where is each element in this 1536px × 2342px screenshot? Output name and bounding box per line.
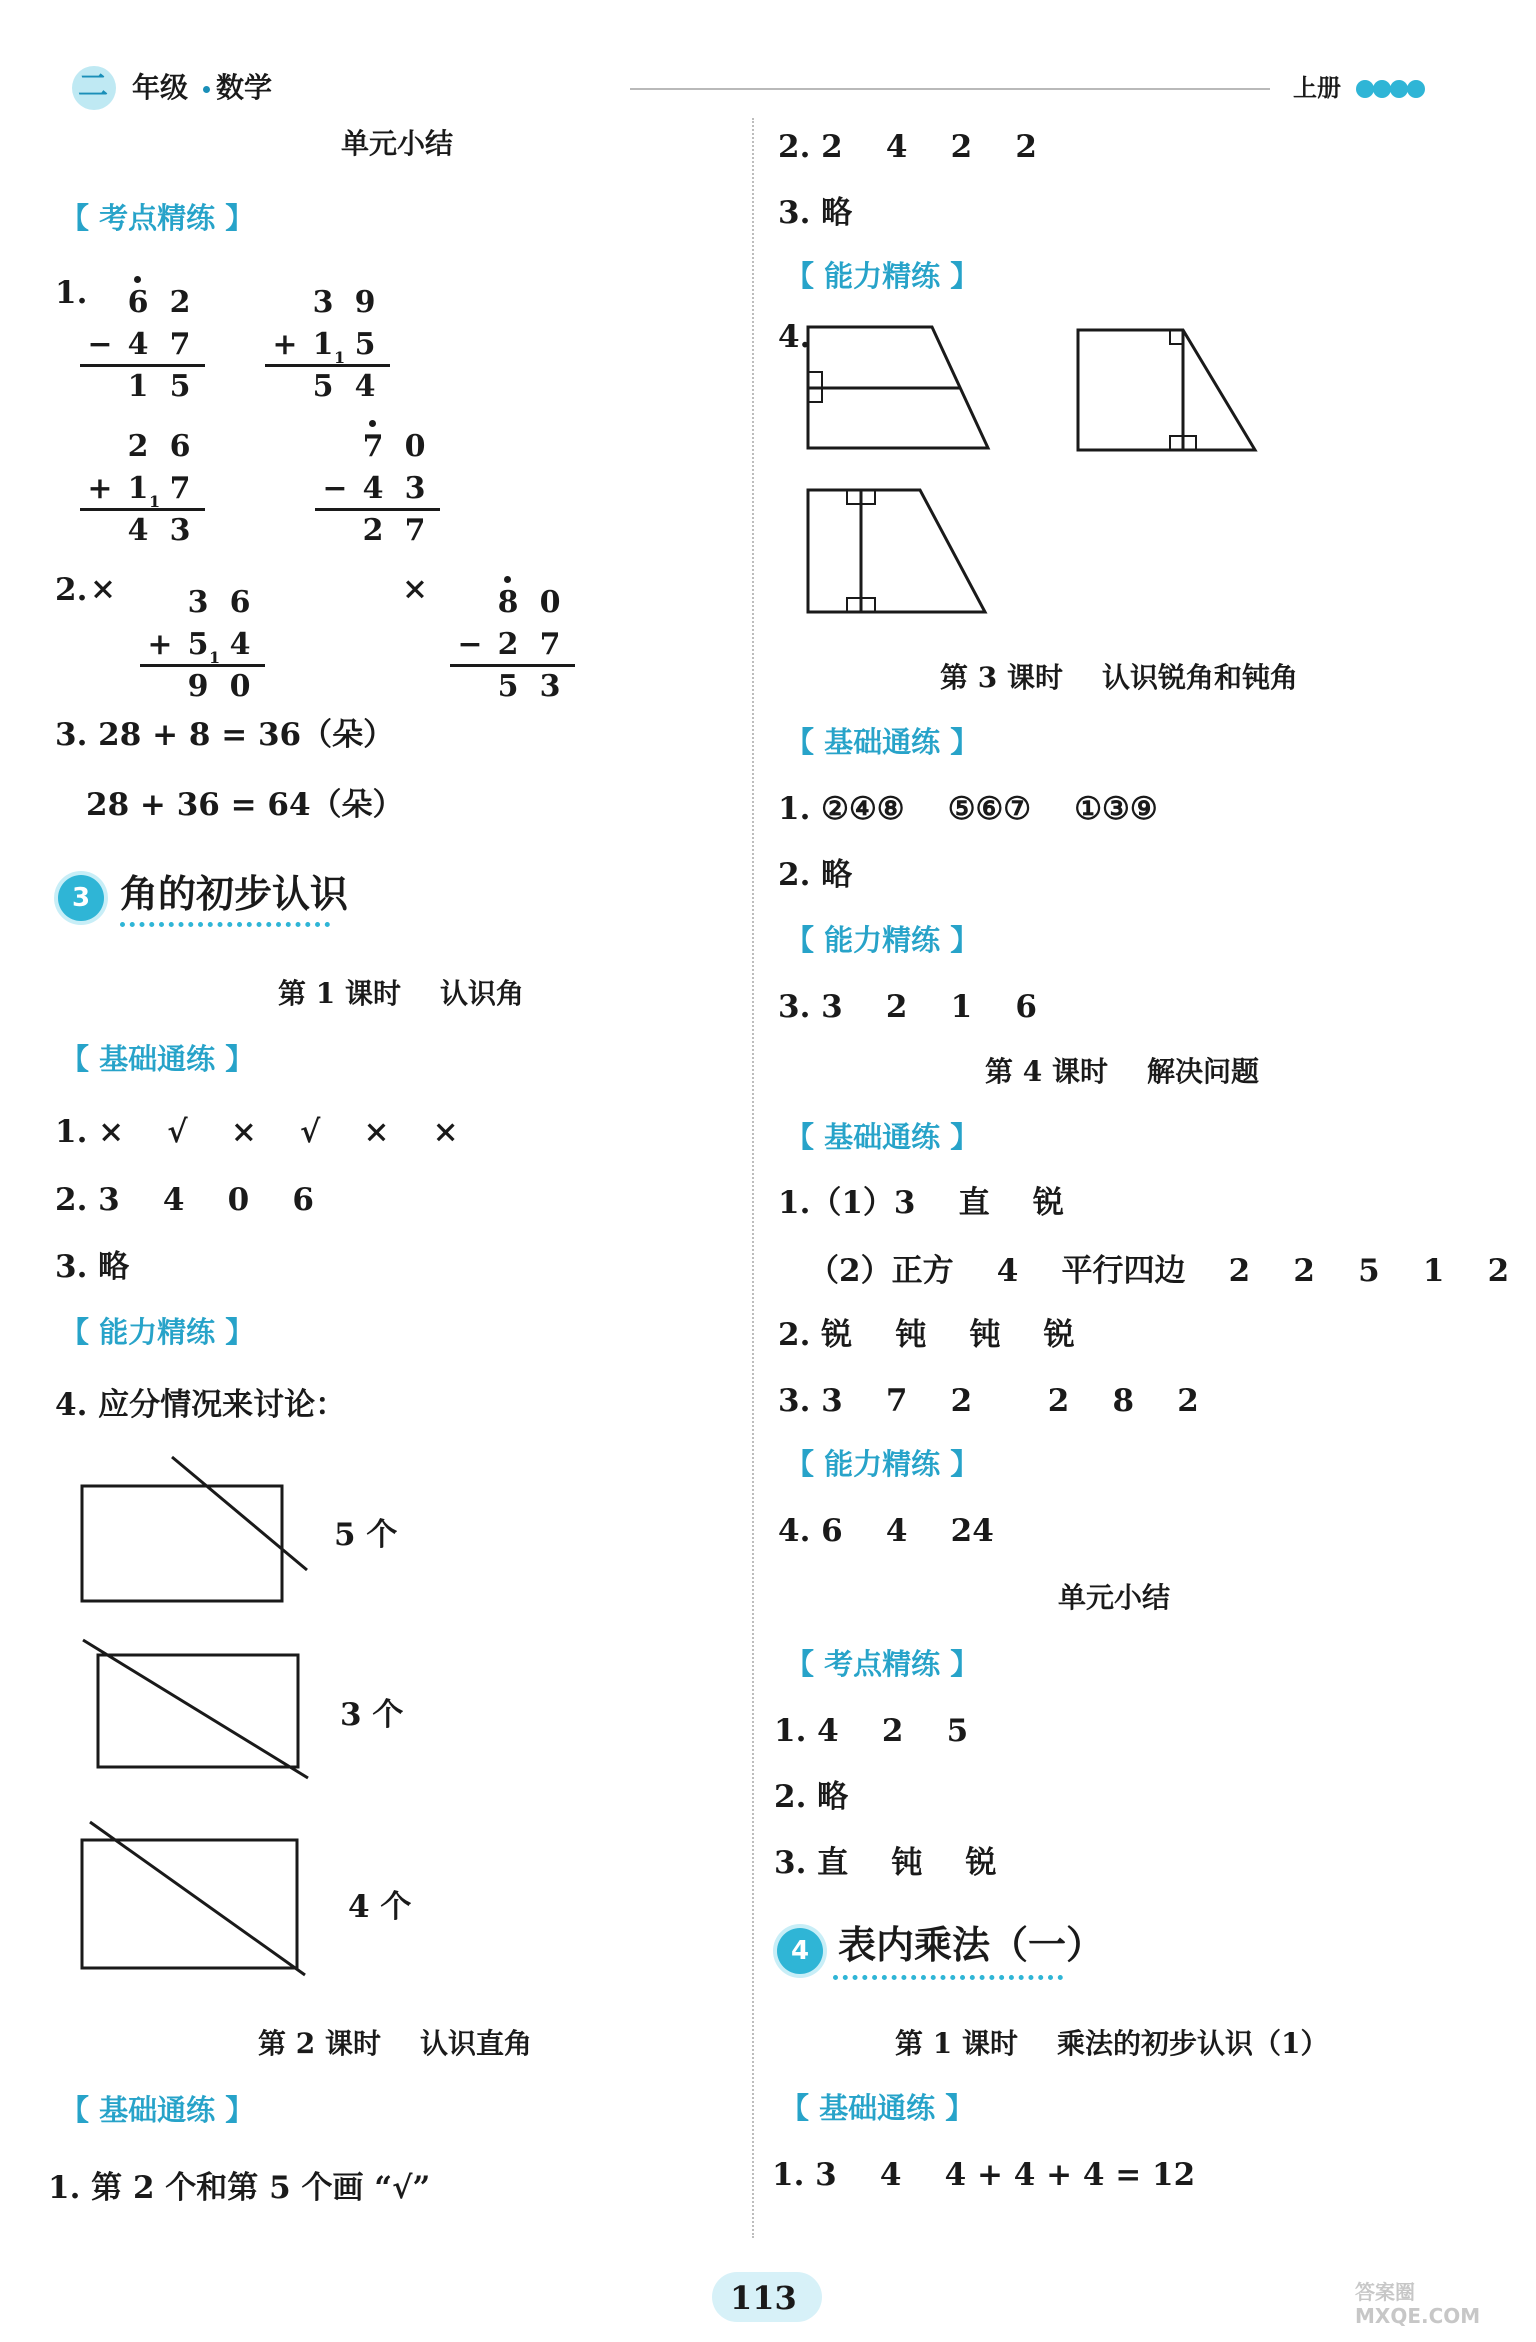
l2-q1: 1. 第 2 个和第 5 个画 “√”	[48, 2170, 431, 2206]
nengli-tag-3: 【 能力精练 】	[785, 923, 980, 957]
kaodian-tag: 【 考点精练 】	[60, 201, 255, 235]
calc-digit: 3	[539, 669, 561, 704]
s-q2: 2. 略	[774, 1779, 849, 1815]
case-count-2: 3 个	[340, 1697, 404, 1733]
header-rule	[630, 88, 1270, 90]
calc-digit: 2	[362, 513, 384, 548]
jichu-tag-4: 【 基础通练 】	[785, 1120, 980, 1154]
jichu-tag-5: 【 基础通练 】	[780, 2091, 975, 2125]
l1-q4: 4. 应分情况来讨论：	[55, 1387, 347, 1423]
calc-operator: −	[87, 327, 113, 362]
unit4-badge: 4	[777, 1928, 823, 1974]
calc-digit: 9	[354, 285, 376, 320]
calc-digit: 3	[169, 513, 191, 548]
calc-digit: 3	[187, 585, 209, 620]
calc-digit: 1	[127, 369, 149, 404]
calc-operator: +	[147, 627, 173, 662]
r-q3: 3. 略	[778, 195, 853, 231]
l4-q1a: 1.（1）3 直 锐	[778, 1185, 1064, 1221]
header-grade: 年级	[132, 71, 189, 104]
calc-digit: 5	[354, 327, 376, 362]
q3-line1: 3. 28 + 8 = 36（朵）	[55, 717, 395, 753]
header-volume: 上册	[1293, 73, 1341, 102]
lesson1-title: 第 1 课时 认识角	[278, 977, 524, 1010]
carry-mark: 1	[149, 492, 161, 511]
l1-q1: 1. × √ × √ × ×	[55, 1114, 459, 1150]
lesson3-title: 第 3 课时 认识锐角和钝角	[940, 661, 1298, 694]
kaodian-tag-2: 【 考点精练 】	[785, 1647, 980, 1681]
calc-operator: +	[272, 327, 298, 362]
lesson4-title: 第 4 课时 解决问题	[985, 1055, 1259, 1088]
l1-q3: 3. 略	[55, 1249, 130, 1285]
s-q3: 3. 直 钝 锐	[774, 1845, 997, 1881]
q3-line2: 28 + 36 = 64（朵）	[86, 787, 404, 823]
nengli-tag-1: 【 能力精练 】	[60, 1315, 255, 1349]
l4-q1b: （2）正方 4 平行四边 2 2 5 1 2	[808, 1253, 1510, 1289]
r-q2: 2. 2 4 2 2	[778, 129, 1037, 165]
calc-digit: 7	[169, 471, 191, 506]
nengli-tag-2-text: 能力精练	[824, 259, 941, 293]
case-count-3: 4 个	[348, 1889, 412, 1925]
l4-q2: 2. 锐 钝 钝 锐	[778, 1317, 1075, 1353]
calc-digit: 7	[539, 627, 561, 662]
calc-digit: 7	[169, 327, 191, 362]
unit-summary-title: 单元小结	[341, 127, 454, 160]
calc-digit: 7	[362, 429, 384, 464]
calc-digit: 4	[127, 513, 149, 548]
calc-digit: 3	[404, 471, 426, 506]
calc-digit: 6	[229, 585, 251, 620]
calc-digit: 4	[354, 369, 376, 404]
calc-digit: 3	[312, 285, 334, 320]
nengli-tag-4: 【 能力精练 】	[785, 1447, 980, 1481]
l4-q3: 3. 3 7 2 2 8 2	[778, 1383, 1199, 1419]
calc-digit: 6	[169, 429, 191, 464]
m1-q1: 1. 3 4 4 + 4 + 4 = 12	[772, 2157, 1196, 2193]
nengli-tag-4-text: 能力精练	[824, 1447, 941, 1481]
jichu-tag-2-text: 基础通练	[99, 2093, 216, 2127]
l3-q1: 1. ②④⑧ ⑤⑥⑦ ①③⑨	[778, 791, 1158, 827]
nengli-tag-2: 【 能力精练 】	[785, 259, 980, 293]
calc-digit: 9	[187, 669, 209, 704]
calc-digit: 5	[312, 369, 334, 404]
lesson-m1-title: 第 1 课时 乘法的初步认识（1）	[895, 2027, 1329, 2060]
header	[0, 0, 1536, 120]
unit3-underline	[120, 922, 330, 927]
calc-rule	[140, 664, 265, 667]
l3-q2: 2. 略	[778, 857, 853, 893]
calc-digit: 8	[497, 585, 519, 620]
kaodian-tag-text: 考点精练	[99, 201, 216, 235]
nengli-tag-1-text: 能力精练	[99, 1315, 216, 1349]
calc-rule	[80, 508, 205, 511]
calc-digit: 0	[229, 669, 251, 704]
calc-rule	[265, 364, 390, 367]
calc-digit: 5	[497, 669, 519, 704]
jichu-tag-3: 【 基础通练 】	[785, 725, 980, 759]
header-dot	[203, 86, 210, 93]
calc-operator: +	[87, 471, 113, 506]
calc-digit: 0	[539, 585, 561, 620]
jichu-tag-5-text: 基础通练	[819, 2091, 936, 2125]
jichu-tag-1-text: 基础通练	[99, 1042, 216, 1076]
calc-digit: 0	[404, 429, 426, 464]
calc-digit: 2	[497, 627, 519, 662]
carry-mark: 1	[334, 348, 346, 367]
calc-digit: 4	[362, 471, 384, 506]
kaodian-tag-2-text: 考点精练	[824, 1647, 941, 1681]
s-q1: 1. 4 2 5	[774, 1713, 969, 1749]
calc-rule	[450, 664, 575, 667]
borrow-dot	[369, 420, 376, 427]
jichu-tag-4-text: 基础通练	[824, 1120, 941, 1154]
calc-digit: 5	[169, 369, 191, 404]
unit3-title: 角的初步认识	[120, 872, 349, 916]
jichu-tag-3-text: 基础通练	[824, 725, 941, 759]
calc-operator: −	[322, 471, 348, 506]
nengli-tag-3-text: 能力精练	[824, 923, 941, 957]
column-divider	[752, 118, 754, 2238]
q2-wrong-mark-2: ×	[402, 571, 428, 607]
jichu-tag-1: 【 基础通练 】	[60, 1042, 255, 1076]
q1-label: 1.	[55, 275, 88, 311]
l3-q3: 3. 3 2 1 6	[778, 989, 1037, 1025]
grade-number: 二	[78, 69, 108, 104]
q2-label: 2.	[55, 572, 88, 608]
watermark: 答案圈 MXQE.COM	[1355, 2280, 1481, 2328]
unit3-badge: 3	[58, 875, 104, 921]
l4-q4: 4. 6 4 24	[778, 1513, 994, 1549]
r-q4-label: 4.	[778, 319, 811, 355]
borrow-dot	[504, 576, 511, 583]
calc-digit: 7	[404, 513, 426, 548]
carry-mark: 1	[209, 648, 221, 667]
l1-q2: 2. 3 4 0 6	[55, 1182, 314, 1218]
calc-digit: 4	[127, 327, 149, 362]
q2-wrong-mark-1: ×	[90, 571, 116, 607]
calc-digit: 5	[187, 627, 209, 662]
calc-digit: 1	[127, 471, 149, 506]
calc-digit: 6	[127, 285, 149, 320]
unit4-underline	[833, 1975, 1063, 1980]
lesson2-title: 第 2 课时 认识直角	[258, 2027, 532, 2060]
trapezoid-figure-3	[0, 0, 1, 1]
calc-rule	[80, 364, 205, 367]
calc-digit: 2	[169, 285, 191, 320]
header-subject: 数学	[216, 71, 273, 104]
borrow-dot	[134, 276, 141, 283]
calc-operator: −	[457, 627, 483, 662]
jichu-tag-2: 【 基础通练 】	[60, 2093, 255, 2127]
calc-rule	[315, 508, 440, 511]
page-number: 113	[730, 2279, 797, 2317]
unit-summary-title-2: 单元小结	[1058, 1581, 1171, 1614]
calc-digit: 4	[229, 627, 251, 662]
case-count-1: 5 个	[334, 1517, 398, 1553]
calc-digit: 1	[312, 327, 334, 362]
unit4-title: 表内乘法（一）	[838, 1923, 1105, 1967]
calc-digit: 2	[127, 429, 149, 464]
